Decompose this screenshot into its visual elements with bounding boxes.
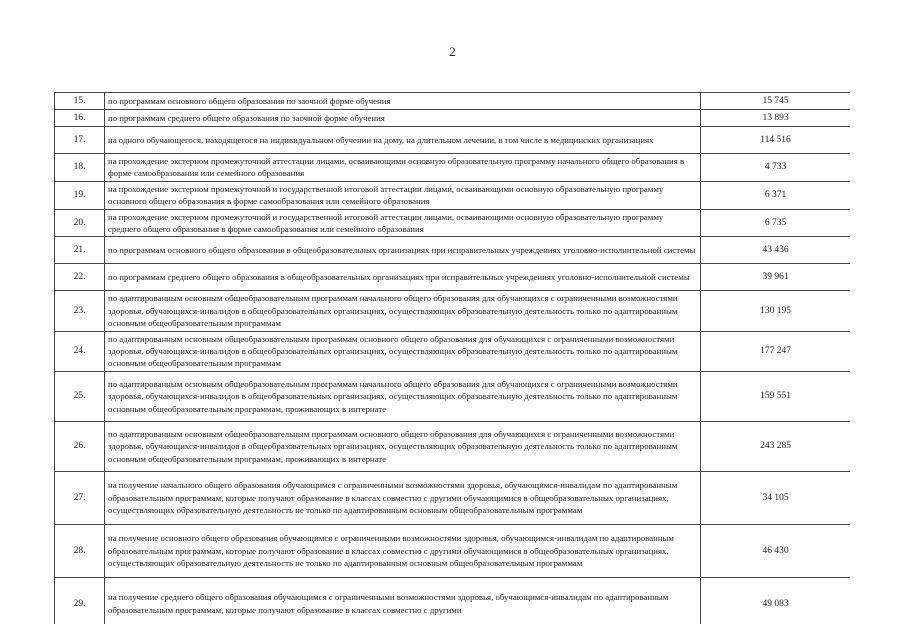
table-row — [55, 154, 851, 182]
row-value: 39 961 — [701, 264, 851, 291]
row-number: 19. — [55, 181, 105, 209]
table-row — [55, 127, 851, 154]
row-description: по программам основного общего образования по заочной форме обучения — [105, 93, 701, 110]
row-number: 28. — [55, 524, 105, 577]
table-row — [55, 110, 851, 127]
row-number: 21. — [55, 237, 105, 264]
table-row — [55, 577, 851, 624]
row-description: на получение среднего общего образования обучающимся с ограниченными возможностями здоровья, обучающимся-инвалидам по адаптированным образовательным программам, которые получают образование в классах совместно с другими — [105, 577, 701, 624]
row-value: 43 436 — [701, 237, 851, 264]
row-description: по программам основного общего образования в общеобразовательных организациях при исправительных учреждениях уголовно-исполнительной системы — [105, 237, 701, 264]
row-description: по программам среднего общего образования в общеобразовательных организациях при исправительных учреждениях уголовно-исполнительной системы — [105, 264, 701, 291]
row-description: на прохождение экстерном промежуточной и государственной итоговой аттестации лицами, осваивающими основную образовательную программу среднего общего образования в форме самообразования или семейного образования — [105, 209, 701, 237]
table-row — [55, 331, 851, 371]
row-description: по адаптированным основным общеобразовательным программам начального общего образования для обучающихся с ограниченными возможностями здоровья, обучающихся-инвалидов в общеобразовательных организациях, осуществляющих образовательную деятельность только по адаптированным основным общеобразовательным программам — [105, 291, 701, 331]
row-description: по программам среднего общего образования по заочной форме обучения — [105, 110, 701, 127]
table-row — [55, 291, 851, 331]
row-description: на прохождение экстерном промежуточной аттестации лицами, осваивающими основную образовательную программу начального общего образования в форме самообразования или семейного образования — [105, 154, 701, 182]
row-value: 243 285 — [701, 421, 851, 471]
cost-table-wrapper — [54, 92, 850, 624]
row-description: по адаптированным основным общеобразовательным программам начального общего образования для обучающихся с ограниченными возможностями здоровья, обучающихся-инвалидов в общеобразовательных организациях, осуществляющих образовательную деятельность только по адаптированным основным общеобразовательным программам, проживающих в интернате — [105, 371, 701, 421]
cost-table — [54, 92, 850, 624]
row-description: на получение начального общего образования обучающимся с ограниченными возможностями здоровья, обучающимся-инвалидам по адаптированным образовательным программам, которые получают образование в классах совместно с другими обучающимися в общеобразовательных организациях, осуществляющих образовательную деятельность не только по адаптированным основным общеобразовательным программам — [105, 471, 701, 524]
row-value: 4 733 — [701, 154, 851, 182]
row-value: 34 105 — [701, 471, 851, 524]
table-row — [55, 524, 851, 577]
row-value: 6 735 — [701, 209, 851, 237]
row-value: 114 516 — [701, 127, 851, 154]
row-number: 16. — [55, 110, 105, 127]
table-row — [55, 181, 851, 209]
row-value: 177 247 — [701, 331, 851, 371]
row-description: на одного обучающегося, находящегося на индивидуальном обучении на дому, на длительном лечении, в том числе в медицинских организациях — [105, 127, 701, 154]
row-number: 18. — [55, 154, 105, 182]
row-value: 159 551 — [701, 371, 851, 421]
table-row — [55, 209, 851, 237]
table-row — [55, 237, 851, 264]
page-number: 2 — [449, 44, 456, 59]
row-number: 25. — [55, 371, 105, 421]
row-number: 27. — [55, 471, 105, 524]
row-number: 24. — [55, 331, 105, 371]
row-number: 17. — [55, 127, 105, 154]
row-number: 22. — [55, 264, 105, 291]
row-description: по адаптированным основным общеобразовательным программам основного общего образования для обучающихся с ограниченными возможностями здоровья, обучающихся-инвалидов в общеобразовательных организациях, осуществляющих образовательную деятельность только по адаптированным основным общеобразовательным программам — [105, 331, 701, 371]
table-row — [55, 264, 851, 291]
row-description: на получение основного общего образования обучающимся с ограниченными возможностями здоровья, обучающимся-инвалидам по адаптированным образовательным программам, которые получают образование в классах совместно с другими обучающимися в общеобразовательных организациях, осуществляющих образовательную деятельность не только по адаптированным основным общеобразовательным программам — [105, 524, 701, 577]
row-number: 29. — [55, 577, 105, 624]
row-number: 15. — [55, 93, 105, 110]
row-value: 6 371 — [701, 181, 851, 209]
table-row — [55, 471, 851, 524]
table-row — [55, 421, 851, 471]
row-value: 130 195 — [701, 291, 851, 331]
row-number: 20. — [55, 209, 105, 237]
row-value: 49 083 — [701, 577, 851, 624]
row-value: 13 893 — [701, 110, 851, 127]
table-row — [55, 93, 851, 110]
row-description: по адаптированным основным общеобразовательным программам основного общего образования для обучающихся с ограниченными возможностями здоровья, обучающихся-инвалидов в общеобразовательных организациях, осуществляющих образовательную деятельность только по адаптированным основным общеобразовательным программам, проживающих в интернате — [105, 421, 701, 471]
row-value: 15 745 — [701, 93, 851, 110]
row-value: 46 430 — [701, 524, 851, 577]
row-description: на прохождение экстерном промежуточной и государственной итоговой аттестации лицами, осваивающими основную образовательную программу основного общего образования в форме самообразования или семейного образования — [105, 181, 701, 209]
row-number: 26. — [55, 421, 105, 471]
row-number: 23. — [55, 291, 105, 331]
table-row — [55, 371, 851, 421]
